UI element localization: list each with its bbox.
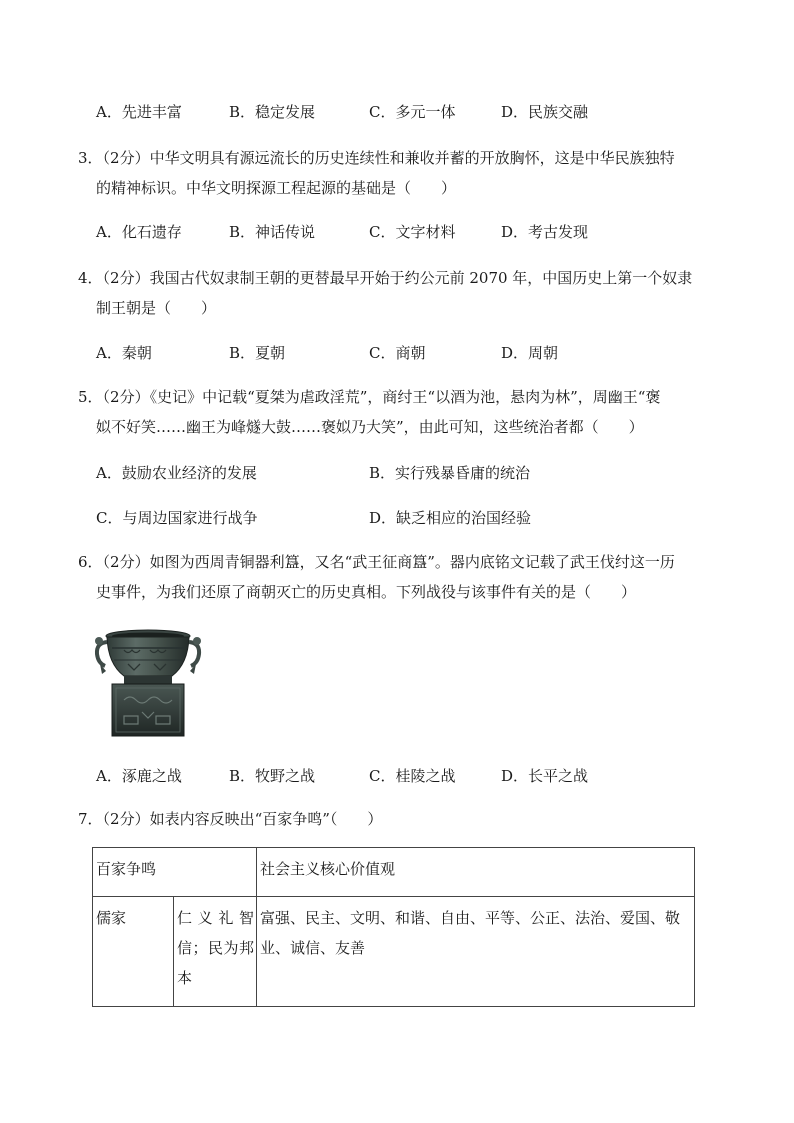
- q2-option-b[interactable]: B．稳定发展: [229, 103, 316, 121]
- q2-option-c[interactable]: C．多元一体: [369, 103, 456, 121]
- q6-stem-line2: 史事件，为我们还原了商朝灭亡的历史真相。下列战役与该事件有关的是（ ）: [96, 583, 637, 601]
- table-header-hundred-schools: 百家争鸣: [93, 848, 257, 897]
- q4-option-d[interactable]: D．周朝: [501, 344, 559, 362]
- table-cell-school: 儒家: [93, 897, 174, 1007]
- q2-option-a[interactable]: A．先进丰富: [96, 103, 182, 121]
- q4-option-a[interactable]: A．秦朝: [96, 344, 152, 362]
- q6-option-a[interactable]: A．涿鹿之战: [96, 767, 182, 785]
- q2-option-d[interactable]: D．民族交融: [501, 103, 589, 121]
- table-header-core-values: 社会主义核心价值观: [257, 848, 695, 897]
- q6-option-d[interactable]: D．长平之战: [501, 767, 589, 785]
- q4-option-b[interactable]: B．夏朝: [229, 344, 286, 362]
- q6-option-b[interactable]: B．牧野之战: [229, 767, 316, 785]
- q5-option-d[interactable]: D．缺乏相应的治国经验: [369, 509, 532, 527]
- table-cell-values: 富强、民主、文明、和谐、自由、平等、公正、法治、爱国、敬业、诚信、友善: [257, 897, 695, 1007]
- q5-option-b[interactable]: B．实行残暴昏庸的统治: [369, 464, 531, 482]
- q3-stem-line2: 的精神标识。中华文明探源工程起源的基础是（ ）: [96, 179, 457, 197]
- q4-option-c[interactable]: C．商朝: [369, 344, 426, 362]
- q3-stem-line1: 3．（2分）中华文明具有源远流长的历史连续性和兼收并蓄的开放胸怀，这是中华民族独特: [78, 149, 675, 167]
- q7-stem: 7．（2分）如表内容反映出“百家争鸣”（ ）: [78, 810, 383, 828]
- q3-option-c[interactable]: C．文字材料: [369, 223, 456, 241]
- q3-option-a[interactable]: A．化石遗存: [96, 223, 182, 241]
- q6-option-c[interactable]: C．桂陵之战: [369, 767, 456, 785]
- q5-option-a[interactable]: A．鼓励农业经济的发展: [96, 464, 257, 482]
- q3-option-d[interactable]: D．考古发现: [501, 223, 589, 241]
- q5-stem-line2: 姒不好笑……幽王为峰燧大鼓……褒姒乃大笑”，由此可知，这些统治者都（ ）: [96, 418, 644, 436]
- table-cell-ideas: 仁 义 礼 智 信；民为邦本: [174, 897, 257, 1007]
- q3-option-b[interactable]: B．神话传说: [229, 223, 316, 241]
- q4-stem-line2: 制王朝是（ ）: [96, 299, 217, 317]
- comparison-table: [92, 847, 695, 1007]
- q5-stem-line1: 5．（2分）《史记》中记载“夏桀为虐政淫荒”，商纣王“以酒为池，悬肉为林”，周幽王“褒: [78, 388, 661, 406]
- q5-option-c[interactable]: C．与周边国家进行战争: [96, 509, 258, 527]
- bronze-gui-vessel-image: [94, 626, 202, 738]
- q6-stem-line1: 6．（2分）如图为西周青铜器利簋，又名“武王征商簋”。器内底铭文记载了武王伐纣这一历: [78, 553, 675, 571]
- q4-stem-line1: 4．（2分）我国古代奴隶制王朝的更替最早开始于约公元前 2070 年，中国历史上第一个奴隶: [78, 269, 693, 287]
